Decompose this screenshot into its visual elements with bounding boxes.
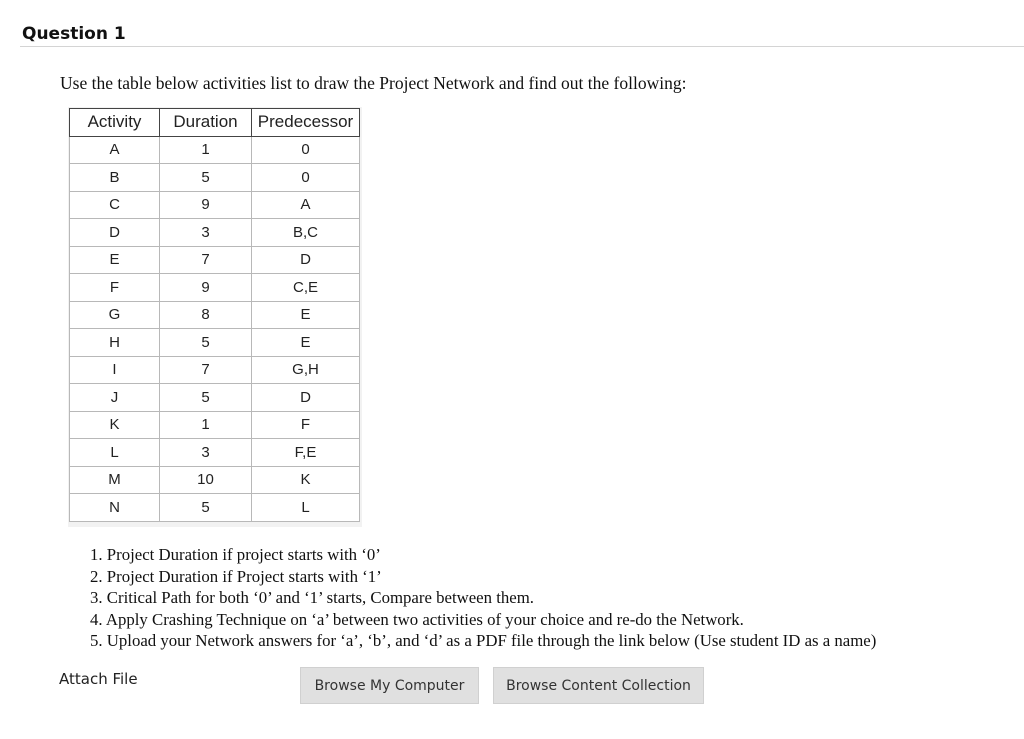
task-item: 2. Project Duration if Project starts with ‘1’ [90,566,382,586]
table-row [70,191,360,219]
cell-activity: F [70,274,160,302]
cell-activity: K [70,411,160,439]
cell-activity: J [70,384,160,412]
cell-activity: D [70,219,160,247]
attach-file-label: Attach File [59,670,138,688]
question-title: Question 1 [22,24,126,44]
cell-predecessor: C,E [252,274,360,302]
cell-activity: E [70,246,160,274]
activity-table-image [68,107,362,527]
task-item: 1. Project Duration if project starts with ‘0’ [90,545,381,564]
table-row [70,439,360,467]
cell-duration: 5 [160,494,252,522]
cell-duration: 7 [160,356,252,384]
activity-table [69,108,360,522]
cell-predecessor: K [252,466,360,494]
task-list [90,544,876,652]
cell-predecessor: A [252,191,360,219]
cell-predecessor: 0 [252,136,360,164]
cell-predecessor: F [252,411,360,439]
cell-duration: 5 [160,164,252,192]
cell-duration: 3 [160,219,252,247]
cell-activity: C [70,191,160,219]
cell-duration: 9 [160,274,252,302]
header-duration: Duration [160,109,252,137]
table-row [70,384,360,412]
cell-duration: 10 [160,466,252,494]
task-item: 5. Upload your Network answers for ‘a’, ‘b’, and ‘d’ as a PDF file through the link below (Use student ID as a name) [90,631,877,651]
cell-predecessor: F,E [252,439,360,467]
cell-activity: B [70,164,160,192]
table-row [70,356,360,384]
table-row [70,494,360,522]
cell-activity: M [70,466,160,494]
table-row [70,246,360,274]
cell-duration: 1 [160,411,252,439]
browse-content-collection-button[interactable]: Browse Content Collection [493,667,704,704]
cell-activity: A [70,136,160,164]
table-row [70,301,360,329]
cell-predecessor: B,C [252,219,360,247]
cell-predecessor: 0 [252,164,360,192]
table-row [70,329,360,357]
table-row [70,219,360,247]
cell-activity: N [70,494,160,522]
cell-activity: G [70,301,160,329]
table-row [70,274,360,302]
table-header-row [70,109,360,137]
table-row [70,164,360,192]
task-item: 4. Apply Crashing Technique on ‘a’ between two activities of your choice and re-do the Network. [90,609,744,629]
header-predecessor: Predecessor [252,109,360,137]
question-intro: Use the table below activities list to draw the Project Network and find out the following: [60,73,687,93]
table-row [70,411,360,439]
cell-predecessor: E [252,329,360,357]
cell-duration: 9 [160,191,252,219]
cell-activity: H [70,329,160,357]
cell-duration: 7 [160,246,252,274]
cell-duration: 3 [160,439,252,467]
cell-activity: L [70,439,160,467]
cell-duration: 5 [160,329,252,357]
cell-predecessor: D [252,246,360,274]
cell-predecessor: G,H [252,356,360,384]
header-activity: Activity [70,109,160,137]
cell-predecessor: L [252,494,360,522]
table-row [70,136,360,164]
browse-my-computer-button[interactable]: Browse My Computer [300,667,479,704]
cell-duration: 1 [160,136,252,164]
cell-predecessor: D [252,384,360,412]
cell-duration: 5 [160,384,252,412]
task-item: 3. Critical Path for both ‘0’ and ‘1’ starts, Compare between them. [90,588,534,608]
table-row [70,466,360,494]
cell-activity: I [70,356,160,384]
title-divider [20,46,1024,47]
cell-predecessor: E [252,301,360,329]
cell-duration: 8 [160,301,252,329]
